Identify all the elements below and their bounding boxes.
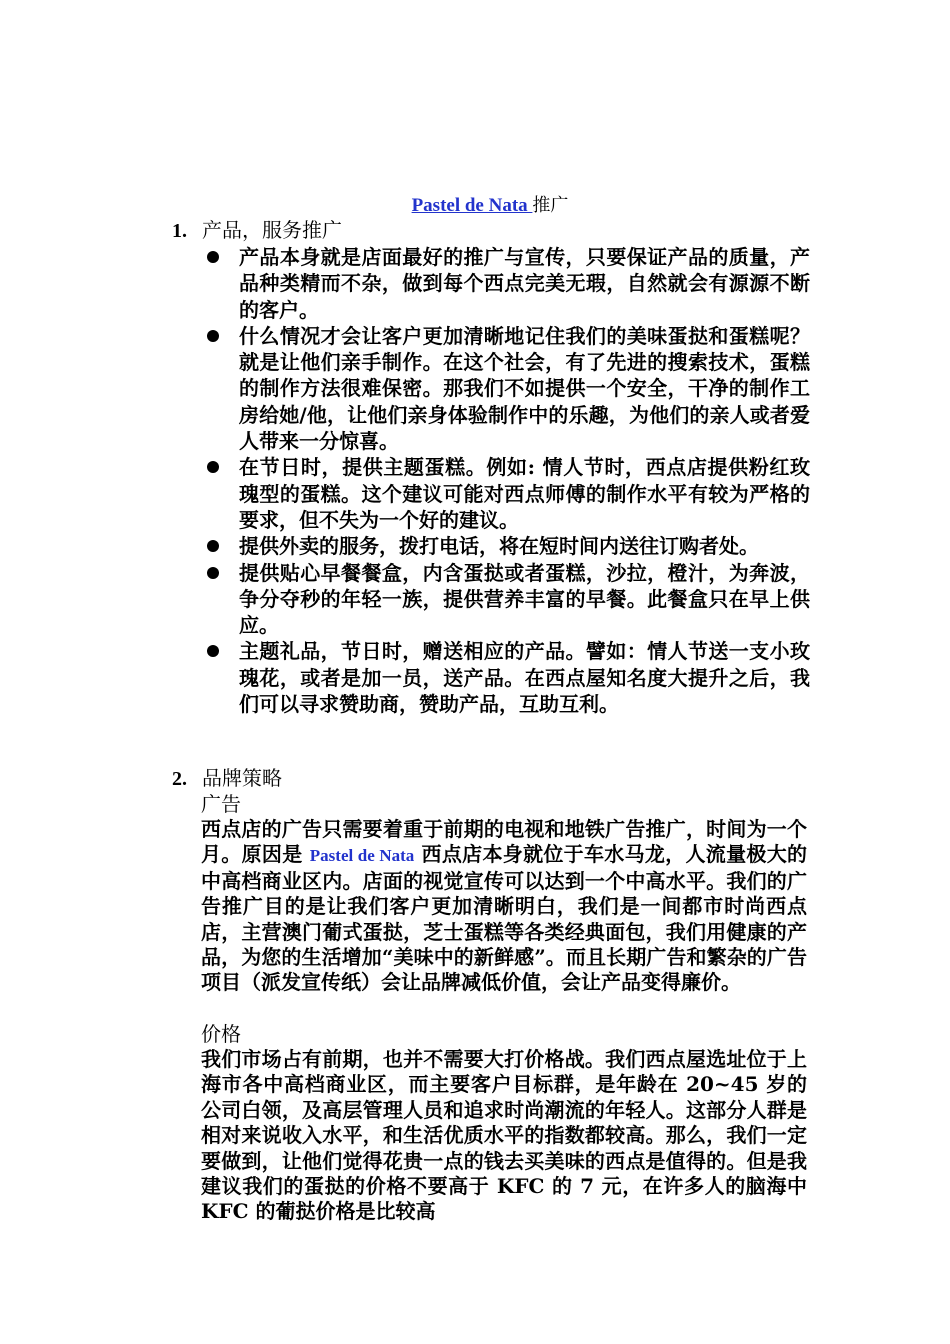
bullet-dot-icon [207,567,219,579]
bullet-item [206,638,810,717]
bullet-text: 主题礼品，节日时，赠送相应的产品。譬如：情人节送一支小玫瑰花，或者是加一员，送产品。在西点屋知名度大提升之后，我们可以寻求赞助商，赞助产品，互助互利。 [239,639,810,717]
section-1-heading [172,217,342,244]
bullet-dot-icon [207,540,219,552]
bullet-text: 什么情况才会让客户更加清晰地记住我们的美味蛋挞和蛋糕呢？就是让他们亲手制作。在这个社会，有了先进的搜索技术，蛋糕的制作方法很难保密。那我们不如提供一个安全，干净的制作工房给她/他，让他们亲身体验制作中的乐趣，为他们的亲人或者爱人带来一分惊喜。 [239,323,810,454]
document-title [0,193,950,218]
bullet-item [206,560,810,639]
section-2-number: 2. [172,768,187,790]
bullet-text: 产品本身就是店面最好的推广与宣传，只要保证产品的质量，产品种类精而不杂，做到每个西点完美无瑕，自然就会有源源不断的客户。 [239,245,810,322]
ad-subheading: 广告 [201,792,241,816]
section-2-title: 品牌策略 [202,766,282,790]
bullet-text: 提供贴心早餐餐盒，内含蛋挞或者蛋糕，沙拉，橙汁，为奔波，争分夺秒的年轻一族，提供营养丰富的早餐。此餐盒只在早上供应。 [239,560,810,638]
bullet-dot-icon [207,461,219,473]
price-subheading: 价格 [201,1022,241,1046]
ad-brand-name: Pastel de Nata [309,846,415,866]
bullet-item [206,533,810,559]
section-1-title: 产品，服务推广 [202,218,342,242]
ad-paragraph [201,817,807,996]
bullet-dot-icon [207,330,219,342]
ad-text-after: 西点店本身就位于车水马龙，人流量极大的中高档商业区内。店面的视觉宣传可以达到一个中高水平。我们的广告推广目的是让我们客户更加清晰明白，我们是一间都市时尚西点店，主营澳门葡式蛋挞，芝士蛋糕等各类经典面包，我们用健康的产品，为您的生活增加“美味中的新鲜感”。而且长期广告和繁杂的广告项目（派发宣传纸）会让品牌减低价值，会让产品变得廉价。 [201,842,808,995]
bullet-text: 在节日时，提供主题蛋糕。例如: 情人节时，西点店提供粉红玫瑰型的蛋糕。这个建议可能对西点师傅的制作水平有较为严格的要求，但不失为一个好的建议。 [239,455,810,532]
bullet-dot-icon [207,645,219,657]
section-1-number: 1. [172,220,187,242]
bullet-item [206,323,810,454]
bullet-item [206,244,810,323]
price-paragraph: 我们市场占有前期，也并不需要大打价格战。我们西点屋选址位于上海市各中高档商业区，而主要客户目标群，是年龄在 20~45 岁的公司白领，及高层管理人员和追求时尚潮流的年轻人。这部分人群是相对来说收入水平，和生活优质水平的指数都较高。那么，我们一定要做到，让他们觉得花贵一点的钱去买美味的西点是值得的。但是我建议我们的蛋挞的价格不要高于 KFC 的 7 元，在许多人的脑海中 KFC 的葡挞价格是比较高 [201,1047,807,1224]
section-2-heading [172,765,282,792]
title-link[interactable]: Pastel de Nata [411,195,533,216]
section-1-bullet-list [206,244,810,717]
bullet-text: 提供外卖的服务，拨打电话，将在短时间内送往订购者处。 [239,534,759,559]
ad-text-before: 西点店的广告只需要着重于前期的电视和地铁广告推广，时间为一个月。原因是 [201,817,807,867]
title-suffix: 推广 [532,195,569,216]
bullet-dot-icon [207,251,219,263]
bullet-item [206,454,810,533]
